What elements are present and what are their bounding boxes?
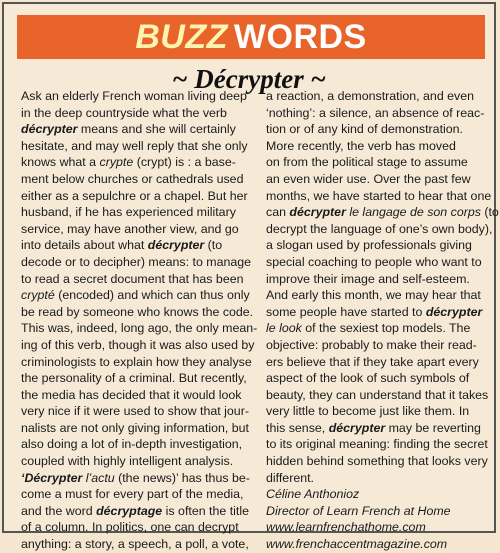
text-run: (to [480, 205, 499, 220]
left-column-line [21, 88, 249, 105]
text-run: aspect of the look of such symbols of [266, 371, 470, 386]
text-run: may be reverting [385, 420, 481, 435]
text-run: coupled with highly intelligent analysis. [21, 454, 234, 469]
text-run: the personality of a criminal. But recently, [21, 371, 247, 386]
right-column [266, 88, 499, 553]
keyword: décrypter [289, 205, 346, 220]
text-run: le look [266, 321, 302, 336]
text-run: to read a secret document that has been [21, 271, 244, 286]
left-column-line [21, 354, 252, 371]
text-run: criminologists to explain how they analyse [21, 354, 252, 369]
text-run: some people have started to [266, 304, 426, 319]
left-column-line [21, 519, 249, 536]
text-run: (the news)’ has thus be- [114, 470, 250, 485]
right-column-line [266, 237, 492, 254]
keyword: décryptage [96, 503, 163, 518]
text-run: Director of Learn French at Home [266, 503, 451, 518]
text-run: the media has decided that it would look [21, 387, 242, 402]
right-column-line [266, 420, 492, 437]
text-run: can [266, 205, 290, 220]
right-column-line [266, 403, 492, 420]
left-column-line [21, 154, 249, 171]
left-column-line [21, 121, 249, 138]
right-column-line [266, 503, 492, 520]
text-run: improve their image and self-esteem. [266, 271, 470, 286]
keyword: décrypter [425, 304, 483, 319]
left-column-line [21, 453, 249, 470]
text-run: an even wider use. Over the past few [266, 171, 471, 186]
left-column-line [21, 420, 249, 437]
text-run: crypte [99, 155, 134, 170]
text-run: very nice if it were used to show that jour- [21, 404, 249, 419]
left-column-line [21, 503, 249, 520]
text-run: service, may have another view, and go [21, 221, 239, 236]
text-run: (encoded) and which can thus only [54, 288, 250, 303]
text-run: in the deep countryside what the verb [21, 105, 227, 120]
right-column-line [266, 138, 492, 155]
left-column-line [21, 304, 254, 321]
header-words: WORDS [233, 18, 367, 56]
right-column-line [266, 470, 492, 487]
right-column-line [266, 337, 492, 354]
text-run: More recently, the verb has moved [266, 138, 456, 153]
right-column-line [266, 519, 492, 536]
text-run: to its original meaning: finding the secret [266, 437, 488, 452]
text-run: nalists are not only giving information, but [21, 420, 249, 435]
left-column-line [21, 237, 249, 254]
left-column-line [21, 171, 249, 188]
left-column-line [21, 188, 249, 205]
right-column-line [266, 453, 492, 470]
left-column-line [21, 221, 249, 238]
right-column-line [266, 204, 499, 221]
text-run: l’actu [82, 470, 115, 485]
text-run: And early this month, we may hear that [266, 288, 481, 303]
text-run: anything: a story, a speech, a poll, a vote, [21, 537, 249, 552]
text-run: on from the political stage to assume [266, 155, 468, 170]
right-column-line [266, 254, 492, 271]
right-column-line [266, 287, 492, 304]
text-run: hesitate, and may well reply that she only [21, 138, 248, 153]
right-column-line [266, 486, 492, 503]
text-run: ing of this verb, though it was also used by [21, 337, 255, 352]
right-column-line [266, 271, 492, 288]
left-column [21, 88, 258, 553]
left-column-line [21, 320, 258, 337]
text-run: Céline Anthonioz [266, 487, 360, 502]
header-buzz: BUZZ [135, 18, 228, 56]
text-run: le langage de son corps [345, 205, 481, 220]
text-run: special coaching to people who want to [266, 254, 482, 269]
text-run: very little to become just like them. In [266, 404, 470, 419]
right-column-line [266, 121, 492, 138]
left-column-line [21, 138, 249, 155]
text-run: Ask an elderly French woman living deep [21, 89, 247, 103]
keyword: ‘Décrypter [21, 470, 83, 485]
text-run: beauty, they can understand that it takes [266, 387, 489, 402]
text-run: this sense, [266, 420, 329, 435]
text-run: objective: probably to make their read- [266, 337, 477, 352]
text-run: means and she will certainly [77, 122, 236, 137]
text-run: (crypt) is : a base- [133, 155, 236, 170]
right-column-line [266, 221, 492, 238]
right-column-line [266, 171, 492, 188]
text-run: ers believe that if they take apart every [266, 354, 479, 369]
text-run: www.learnfrenchathome.com [266, 520, 426, 535]
right-column-line [266, 320, 492, 337]
left-column-line [21, 204, 249, 221]
right-column-line [266, 387, 492, 404]
left-column-line [21, 436, 249, 453]
article-box [2, 2, 499, 552]
text-run: knows what a [21, 155, 100, 170]
right-column-line [266, 154, 492, 171]
text-run: be read by someone who knows the code. [21, 304, 254, 319]
left-column-line [21, 387, 249, 404]
right-column-line [266, 188, 492, 205]
text-run: and the word [21, 503, 97, 518]
text-run: (to [204, 238, 223, 253]
text-run: of a column. In politics, one can decrypt [21, 520, 239, 535]
left-column-line [21, 337, 255, 354]
text-run: crypté [21, 288, 55, 303]
text-run: also doing a lot of in-depth investigation, [21, 437, 243, 452]
text-run: of the sexiest top models. The [301, 321, 471, 336]
left-column-line [21, 271, 249, 288]
text-run: tion or of any kind of demonstration. [266, 122, 463, 137]
left-column-line [21, 105, 249, 122]
right-column-line [266, 354, 492, 371]
text-run: ment below churches or cathedrals used [21, 171, 244, 186]
text-run: www.frenchaccentmagazine.com [266, 537, 448, 552]
right-column-line [266, 436, 492, 453]
text-run: a slogan used by professionals giving [266, 238, 472, 253]
text-run: come a must for every part of the media, [21, 487, 244, 502]
text-run: either as a sepulchre or a chapel. But her [21, 188, 248, 203]
article-title: ~ Décrypter ~ [172, 64, 326, 94]
right-column-line [266, 370, 492, 387]
text-run: ‘nothing’: a silence, an absence of reac- [266, 105, 485, 120]
left-column-line [21, 254, 252, 271]
left-column-line [21, 536, 249, 553]
right-column-line [266, 105, 492, 122]
right-column-line [266, 304, 492, 321]
text-run: months, we have started to hear that one [266, 188, 492, 203]
left-column-line [21, 486, 249, 503]
right-column-line [266, 88, 492, 105]
text-run: is often the title [162, 503, 250, 518]
right-column-line [266, 536, 492, 553]
text-run: a reaction, a demonstration, and even [266, 89, 475, 103]
text-run: different. [266, 470, 314, 485]
left-column-line [21, 287, 249, 304]
text-run: into details about what [21, 238, 148, 253]
text-run: decrypt the language of one’s own body), [266, 221, 493, 236]
text-run: This was, indeed, long ago, the only mean- [21, 321, 258, 336]
left-column-line [21, 370, 249, 387]
header-banner [17, 15, 485, 59]
text-run: hidden behind something that looks very [266, 454, 488, 469]
keyword: décrypter [21, 122, 78, 137]
left-column-line [21, 403, 249, 420]
keyword: décrypter [328, 420, 386, 435]
text-run: husband, if he has experienced military [21, 205, 236, 220]
left-column-line [21, 470, 249, 487]
keyword: décrypter [147, 238, 205, 253]
text-run: decode or to decipher) means: to manage [21, 254, 252, 269]
